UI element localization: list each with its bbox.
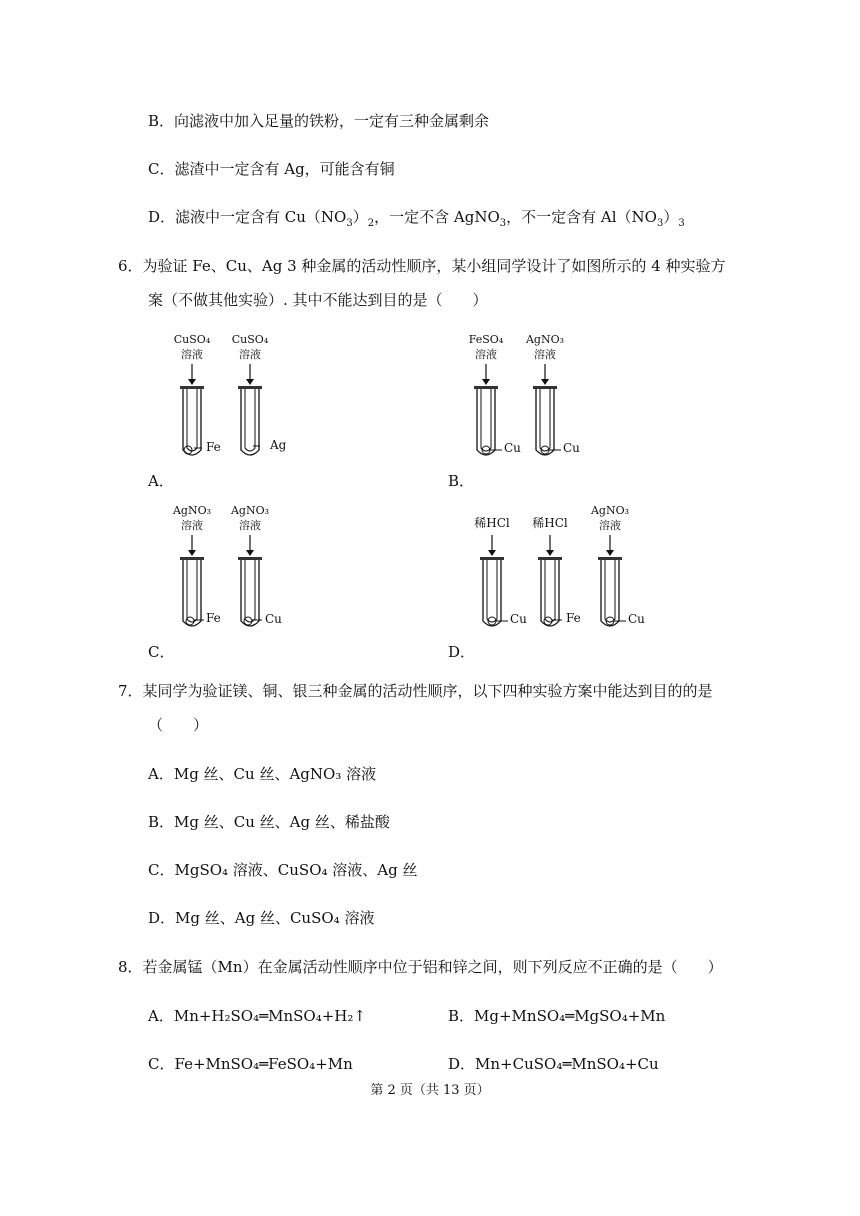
figure-b-reagent-2: AgNO₃ xyxy=(525,333,565,346)
figure-c-tubes xyxy=(170,533,280,633)
figure-b-reagent-1: FeSO₄ xyxy=(468,333,504,346)
figure-d-solution-3: 溶液 xyxy=(599,519,621,532)
figure-a-tubes xyxy=(170,362,280,462)
figure-c-metal-2: Cu xyxy=(265,612,282,626)
figure-d-metal-3: Cu xyxy=(628,612,645,626)
figure-b-solution-2: 溶液 xyxy=(534,348,556,361)
q5-option-b: B．向滤液中加入足量的铁粉，一定有三种金属剩余 xyxy=(148,112,490,130)
figure-a-solution-1: 溶液 xyxy=(181,348,203,361)
figure-c-reagent-2: AgNO₃ xyxy=(230,504,270,517)
q7-stem-line1: 7．某同学为验证镁、铜、银三种金属的活动性顺序，以下四种实验方案中能达到目的的是 xyxy=(118,682,713,700)
q8-option-a: A．Mn+H₂SO₄═MnSO₄+H₂↑ xyxy=(148,1007,366,1025)
q6-stem-line2: 案（不做其他实验）. 其中不能达到目的是（ ） xyxy=(148,291,488,309)
figure-a-reagent-2: CuSO₄ xyxy=(231,333,269,346)
q8-option-c: C．Fe+MnSO₄═FeSO₄+Mn xyxy=(148,1055,353,1073)
figure-a-letter: A． xyxy=(148,472,174,490)
figure-d-reagent-1: 稀HCl xyxy=(474,516,510,530)
q5-option-c: C．滤渣中一定含有 Ag，可能含有铜 xyxy=(148,160,395,178)
figure-d-tubes xyxy=(470,533,640,633)
figure-a-solution-2: 溶液 xyxy=(239,348,261,361)
q7-stem-line2: （ ） xyxy=(148,716,209,734)
figure-d-reagent-2: 稀HCl xyxy=(532,516,568,530)
test-tube-icon xyxy=(598,535,626,626)
q8-option-d: D．Mn+CuSO₄═MnSO₄+Cu xyxy=(448,1055,659,1073)
test-tube-icon xyxy=(180,364,204,455)
q8-stem: 8．若金属锰（Mn）在金属活动性顺序中位于铝和锌之间，则下列反应不正确的是（ ） xyxy=(118,958,723,976)
figure-b-letter: B． xyxy=(448,472,475,490)
figure-c-solution-1: 溶液 xyxy=(181,519,203,532)
figure-c-letter: C． xyxy=(148,643,175,661)
q8-option-b: B．Mg+MnSO₄═MgSO₄+Mn xyxy=(448,1007,666,1025)
test-tube-icon xyxy=(238,535,262,626)
figure-a-metal-2: Ag xyxy=(270,438,287,452)
figure-c-metal-1: Fe xyxy=(206,611,221,625)
test-tube-icon xyxy=(238,364,262,455)
page-footer: 第 2 页（共 13 页） xyxy=(370,1083,490,1098)
figure-d-letter: D． xyxy=(448,643,476,661)
figure-d-metal-1: Cu xyxy=(510,612,527,626)
test-tube-icon xyxy=(180,535,204,626)
test-tube-icon xyxy=(474,364,502,455)
figure-c-reagent-1: AgNO₃ xyxy=(172,504,212,517)
test-tube-icon xyxy=(533,364,561,455)
q7-option-a: A．Mg 丝、Cu 丝、AgNO₃ 溶液 xyxy=(148,765,377,783)
q7-option-c: C．MgSO₄ 溶液、CuSO₄ 溶液、Ag 丝 xyxy=(148,861,418,879)
q7-option-b: B．Mg 丝、Cu 丝、Ag 丝、稀盐酸 xyxy=(148,813,390,831)
test-tube-icon xyxy=(538,535,562,626)
figure-c-solution-2: 溶液 xyxy=(239,519,261,532)
figure-b-metal-2: Cu xyxy=(563,441,580,455)
q7-option-d: D．Mg 丝、Ag 丝、CuSO₄ 溶液 xyxy=(148,909,375,927)
test-tube-icon xyxy=(480,535,508,626)
figure-b-solution-1: 溶液 xyxy=(475,348,497,361)
q6-stem-line1: 6．为验证 Fe、Cu、Ag 3 种金属的活动性顺序，某小组同学设计了如图所示的 4 种实验方 xyxy=(118,257,726,275)
figure-a-metal-1: Fe xyxy=(206,440,221,454)
figure-a-reagent-1: CuSO₄ xyxy=(173,333,211,346)
figure-d-metal-2: Fe xyxy=(566,611,581,625)
q5-option-d: D．滤液中一定含有 $Cu(NO_3)_2$，一定不含 AgNO$_3$，不一定含有 $Al(NO_3)_3$ xyxy=(148,208,685,229)
figure-d-reagent-3: AgNO₃ xyxy=(590,504,630,517)
figure-b-metal-1: Cu xyxy=(504,441,521,455)
